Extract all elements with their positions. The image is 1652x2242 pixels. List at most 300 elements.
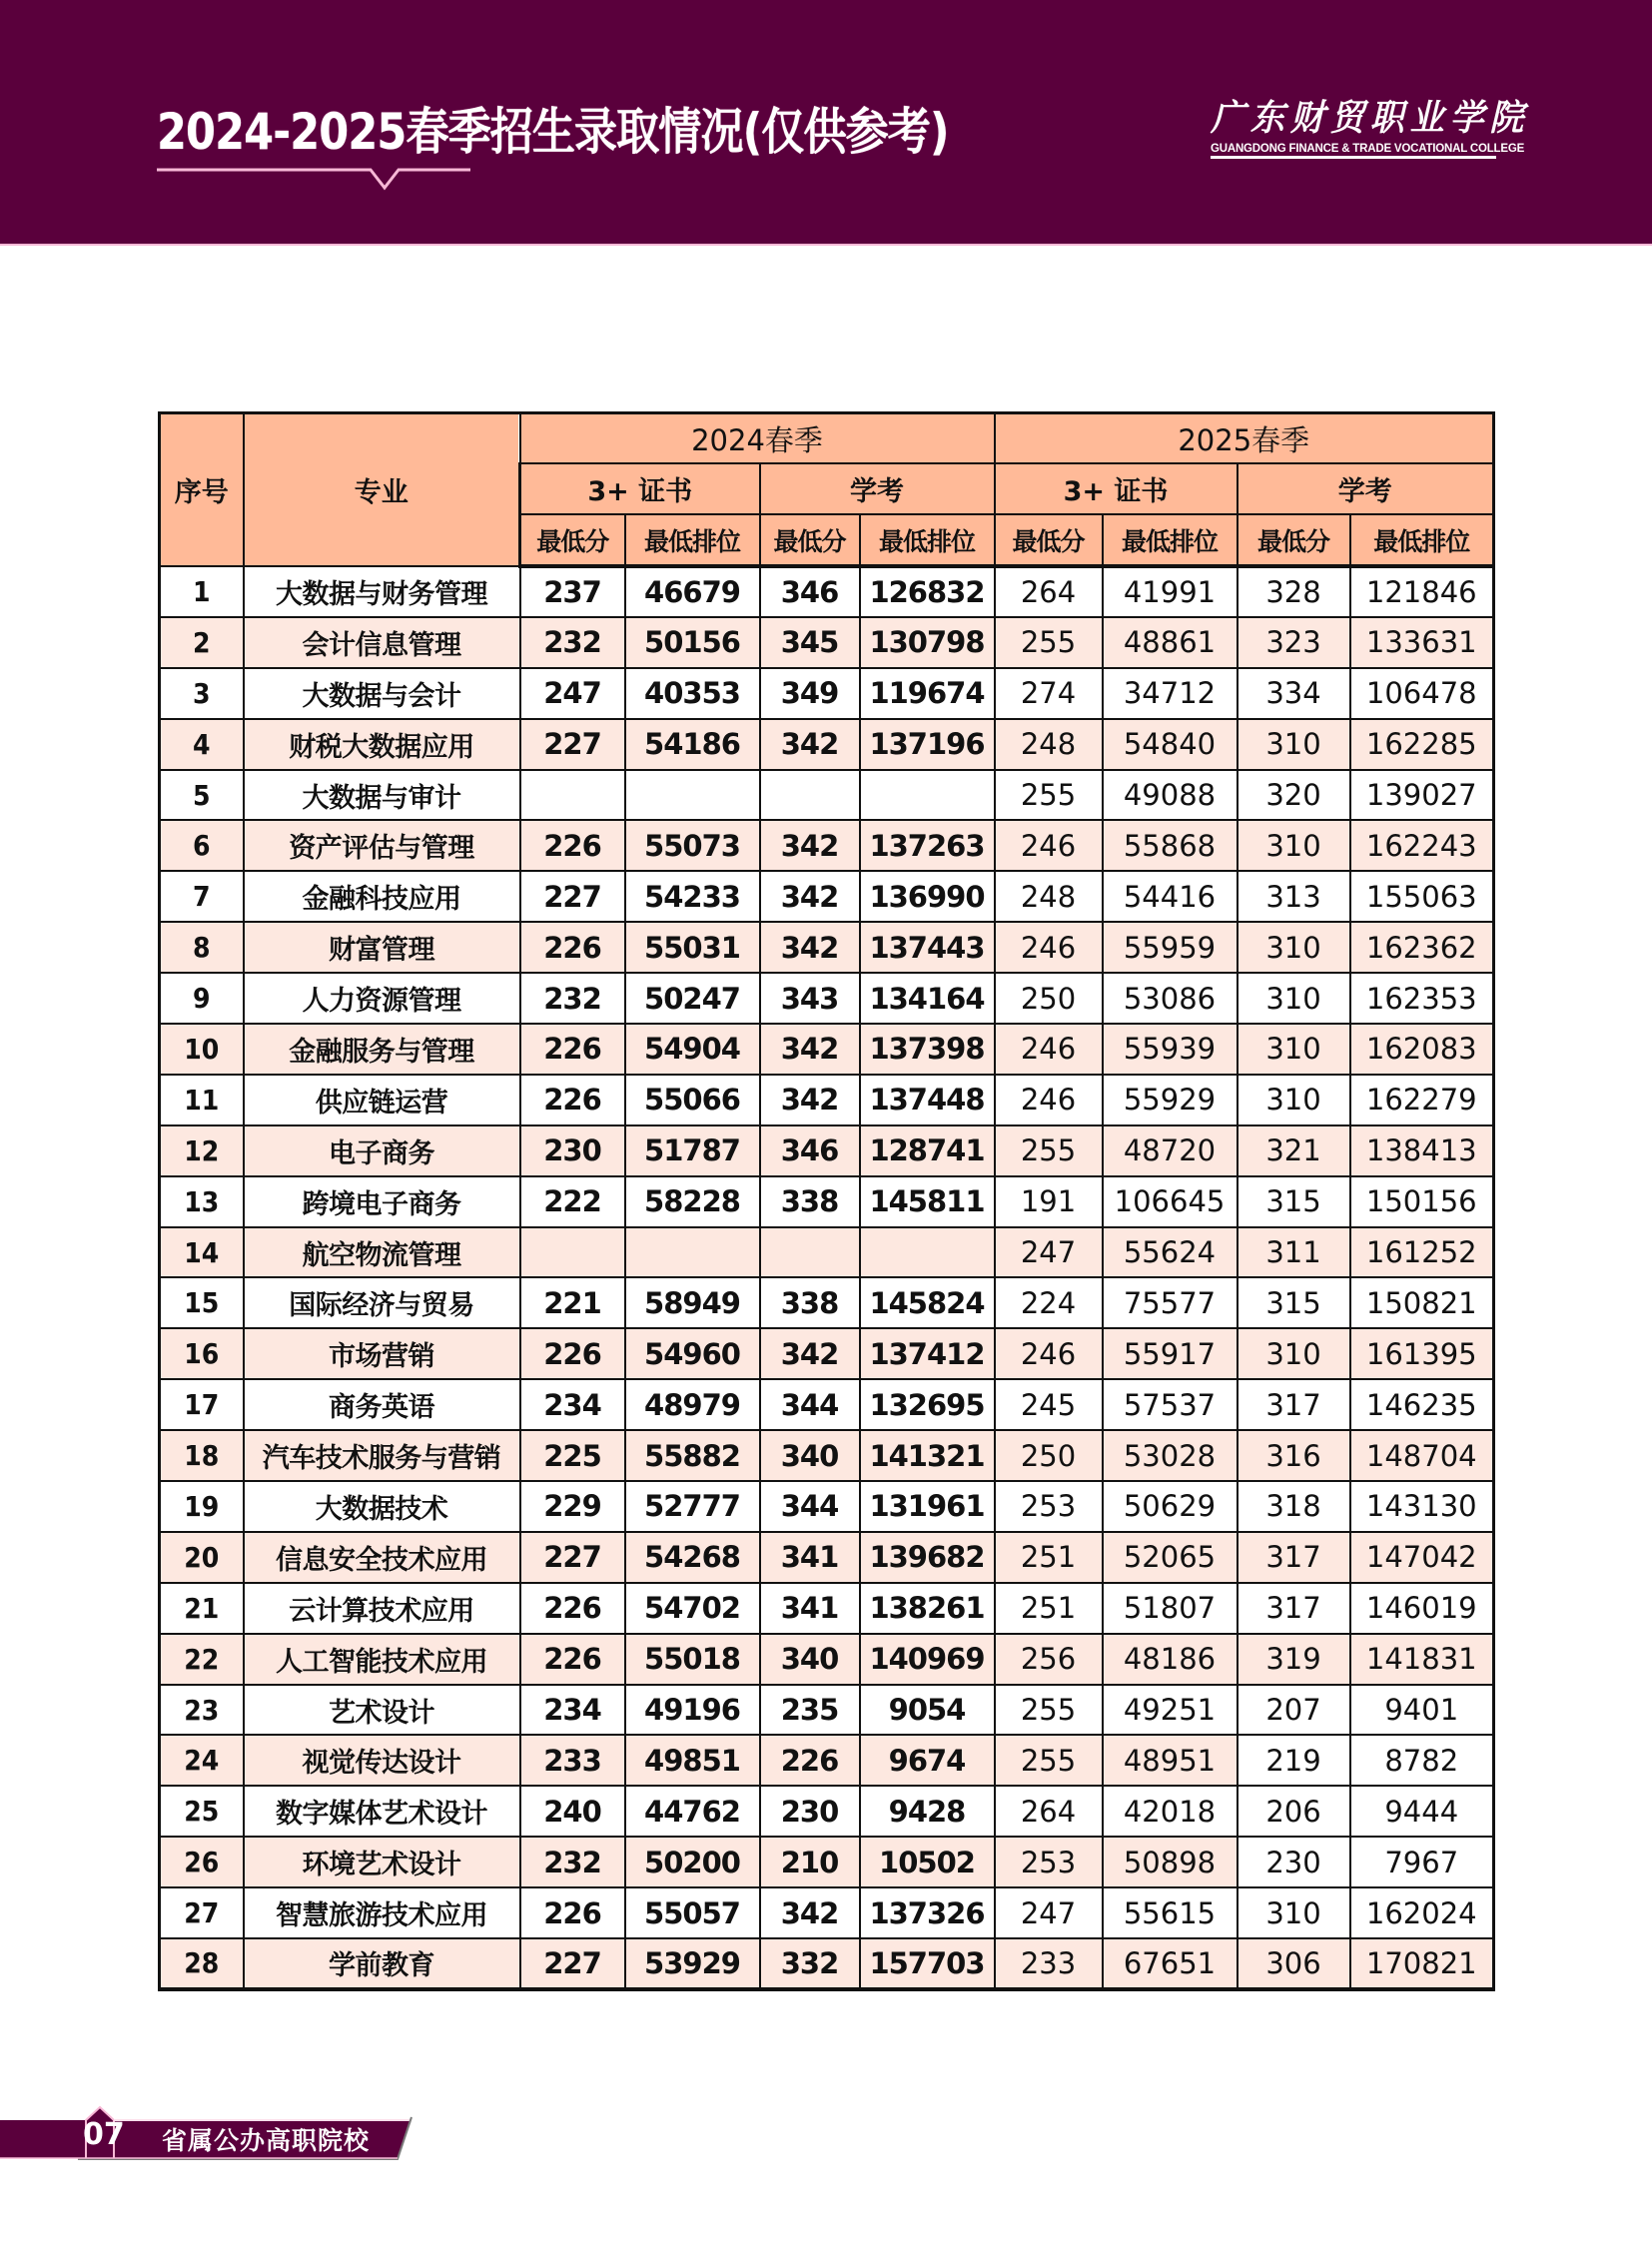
cell-2024-cert-min-score: 226 bbox=[520, 1634, 625, 1685]
cell-2025-cert-min-score: 233 bbox=[995, 1938, 1103, 1989]
cell-2025-xuekao-min-rank: 133631 bbox=[1350, 617, 1494, 668]
cell-2024-cert-min-rank: 58949 bbox=[625, 1277, 760, 1328]
cell-2024-cert-min-rank: 46679 bbox=[625, 566, 760, 617]
cell-2024-cert-min-score bbox=[520, 770, 625, 821]
cell-2025-xuekao-min-score: 219 bbox=[1238, 1735, 1350, 1786]
table-row bbox=[160, 1837, 1494, 1887]
cell-2025-xuekao-min-score: 310 bbox=[1238, 973, 1350, 1024]
cell-2025-xuekao-min-rank: 121846 bbox=[1350, 566, 1494, 617]
cell-2024-xuekao-min-score: 341 bbox=[760, 1583, 860, 1634]
cell-2024-cert-min-score: 225 bbox=[520, 1430, 625, 1481]
cell-2024-xuekao-min-score: 342 bbox=[760, 820, 860, 871]
cell-2025-cert-min-rank: 49088 bbox=[1103, 770, 1238, 821]
cell-2025-cert-min-rank: 42018 bbox=[1103, 1786, 1238, 1837]
logo-chinese-name: 广东财贸职业学院 bbox=[1211, 97, 1530, 139]
cell-2025-xuekao-min-rank: 162353 bbox=[1350, 973, 1494, 1024]
cell-no: 21 bbox=[160, 1583, 244, 1634]
cell-2024-cert-min-rank: 54186 bbox=[625, 719, 760, 770]
cell-2024-xuekao-min-score: 338 bbox=[760, 1277, 860, 1328]
cell-no: 2 bbox=[160, 617, 244, 668]
cell-2025-xuekao-min-rank: 162362 bbox=[1350, 922, 1494, 973]
cell-2025-cert-min-rank: 48720 bbox=[1103, 1125, 1238, 1176]
cell-2024-cert-min-rank: 54904 bbox=[625, 1024, 760, 1075]
cell-major: 视觉传达设计 bbox=[244, 1735, 520, 1786]
header-2025-xuekao-min-rank: 最低排位 bbox=[1350, 514, 1494, 566]
page-title: 2024-2025春季招生录取情况(仅供参考) bbox=[157, 103, 949, 161]
header-no: 序号 bbox=[160, 413, 244, 567]
table-row bbox=[160, 1938, 1494, 1989]
cell-no: 5 bbox=[160, 770, 244, 821]
cell-2024-xuekao-min-score: 343 bbox=[760, 973, 860, 1024]
cell-2025-xuekao-min-score: 310 bbox=[1238, 922, 1350, 973]
cell-2025-xuekao-min-score: 316 bbox=[1238, 1430, 1350, 1481]
cell-no: 1 bbox=[160, 566, 244, 617]
cell-2025-cert-min-rank: 55959 bbox=[1103, 922, 1238, 973]
cell-2025-xuekao-min-score: 317 bbox=[1238, 1583, 1350, 1634]
cell-2025-cert-min-score: 253 bbox=[995, 1837, 1103, 1887]
footer-section-label: 省属公办高职院校 bbox=[162, 2126, 371, 2155]
cell-2025-cert-min-rank: 41991 bbox=[1103, 566, 1238, 617]
cell-no: 16 bbox=[160, 1328, 244, 1379]
cell-2024-xuekao-min-rank: 137326 bbox=[860, 1887, 995, 1938]
cell-2024-cert-min-score: 221 bbox=[520, 1277, 625, 1328]
cell-2025-xuekao-min-score: 310 bbox=[1238, 1328, 1350, 1379]
cell-2024-cert-min-rank: 53929 bbox=[625, 1938, 760, 1989]
cell-major: 商务英语 bbox=[244, 1379, 520, 1430]
header-year-2025: 2025春季 bbox=[995, 413, 1494, 464]
cell-2025-xuekao-min-score: 318 bbox=[1238, 1481, 1350, 1532]
cell-2024-cert-min-score: 229 bbox=[520, 1481, 625, 1532]
cell-2025-cert-min-rank: 55615 bbox=[1103, 1887, 1238, 1938]
cell-2025-xuekao-min-score: 207 bbox=[1238, 1685, 1350, 1736]
cell-major: 会计信息管理 bbox=[244, 617, 520, 668]
cell-2024-xuekao-min-score bbox=[760, 770, 860, 821]
cell-2024-cert-min-score: 226 bbox=[520, 1075, 625, 1125]
cell-2024-cert-min-rank: 48979 bbox=[625, 1379, 760, 1430]
cell-2024-xuekao-min-score: 226 bbox=[760, 1735, 860, 1786]
cell-2024-cert-min-rank: 54233 bbox=[625, 871, 760, 922]
cell-major: 市场营销 bbox=[244, 1328, 520, 1379]
cell-2025-cert-min-rank: 34712 bbox=[1103, 668, 1238, 719]
cell-2024-xuekao-min-score: 349 bbox=[760, 668, 860, 719]
cell-2025-cert-min-rank: 48951 bbox=[1103, 1735, 1238, 1786]
cell-2025-xuekao-min-rank: 162024 bbox=[1350, 1887, 1494, 1938]
header-2025-xuekao-min-score: 最低分 bbox=[1238, 514, 1350, 566]
cell-major: 金融服务与管理 bbox=[244, 1024, 520, 1075]
cell-2024-xuekao-min-rank: 136990 bbox=[860, 871, 995, 922]
header-2024-xuekao: 学考 bbox=[760, 463, 995, 514]
cell-2025-xuekao-min-score: 317 bbox=[1238, 1532, 1350, 1583]
cell-2025-cert-min-score: 253 bbox=[995, 1481, 1103, 1532]
cell-2025-xuekao-min-score: 311 bbox=[1238, 1227, 1350, 1278]
cell-2025-xuekao-min-rank: 155063 bbox=[1350, 871, 1494, 922]
cell-2025-cert-min-rank: 57537 bbox=[1103, 1379, 1238, 1430]
cell-2024-xuekao-min-rank: 137443 bbox=[860, 922, 995, 973]
cell-2024-cert-min-rank: 54960 bbox=[625, 1328, 760, 1379]
cell-2025-cert-min-score: 255 bbox=[995, 1685, 1103, 1736]
cell-2024-cert-min-score: 226 bbox=[520, 1024, 625, 1075]
header-2024-xuekao-min-rank: 最低排位 bbox=[860, 514, 995, 566]
cell-no: 4 bbox=[160, 719, 244, 770]
cell-2024-cert-min-rank: 49851 bbox=[625, 1735, 760, 1786]
cell-2025-cert-min-rank: 54416 bbox=[1103, 871, 1238, 922]
cell-2025-cert-min-score: 224 bbox=[995, 1277, 1103, 1328]
cell-2025-xuekao-min-rank: 7967 bbox=[1350, 1837, 1494, 1887]
cell-2024-cert-min-rank bbox=[625, 770, 760, 821]
cell-2024-xuekao-min-rank: 9054 bbox=[860, 1685, 995, 1736]
cell-2025-xuekao-min-rank: 141831 bbox=[1350, 1634, 1494, 1685]
cell-2024-cert-min-score: 227 bbox=[520, 1532, 625, 1583]
cell-major: 数字媒体艺术设计 bbox=[244, 1786, 520, 1837]
cell-2025-xuekao-min-rank: 106478 bbox=[1350, 668, 1494, 719]
header-2024-xuekao-min-score: 最低分 bbox=[760, 514, 860, 566]
cell-2024-cert-min-rank: 50200 bbox=[625, 1837, 760, 1887]
table-row bbox=[160, 1481, 1494, 1532]
cell-2024-xuekao-min-score: 342 bbox=[760, 922, 860, 973]
cell-2025-xuekao-min-score: 310 bbox=[1238, 1024, 1350, 1075]
cell-2025-cert-min-rank: 55917 bbox=[1103, 1328, 1238, 1379]
cell-2025-cert-min-score: 246 bbox=[995, 1075, 1103, 1125]
table-row bbox=[160, 973, 1494, 1024]
cell-no: 8 bbox=[160, 922, 244, 973]
cell-2025-cert-min-score: 255 bbox=[995, 617, 1103, 668]
cell-2025-xuekao-min-rank: 161252 bbox=[1350, 1227, 1494, 1278]
cell-2024-xuekao-min-rank: 126832 bbox=[860, 566, 995, 617]
cell-2025-xuekao-min-score: 313 bbox=[1238, 871, 1350, 922]
cell-2025-xuekao-min-rank: 146235 bbox=[1350, 1379, 1494, 1430]
header-2024-cert: 3+ 证书 bbox=[520, 463, 760, 514]
cell-2024-cert-min-score: 240 bbox=[520, 1786, 625, 1837]
cell-2024-xuekao-min-rank: 140969 bbox=[860, 1634, 995, 1685]
table-row bbox=[160, 1583, 1494, 1634]
cell-2024-xuekao-min-rank: 131961 bbox=[860, 1481, 995, 1532]
cell-2025-cert-min-score: 264 bbox=[995, 1786, 1103, 1837]
table-body bbox=[160, 566, 1494, 1989]
cell-2024-cert-min-rank: 55073 bbox=[625, 820, 760, 871]
cell-no: 23 bbox=[160, 1685, 244, 1736]
cell-2025-xuekao-min-rank: 8782 bbox=[1350, 1735, 1494, 1786]
cell-2025-xuekao-min-rank: 162285 bbox=[1350, 719, 1494, 770]
cell-2025-xuekao-min-score: 317 bbox=[1238, 1379, 1350, 1430]
cell-major: 电子商务 bbox=[244, 1125, 520, 1176]
cell-2024-xuekao-min-rank: 137448 bbox=[860, 1075, 995, 1125]
cell-2024-cert-min-score: 232 bbox=[520, 1837, 625, 1887]
cell-2024-xuekao-min-rank: 119674 bbox=[860, 668, 995, 719]
cell-2024-xuekao-min-score: 332 bbox=[760, 1938, 860, 1989]
cell-major: 财富管理 bbox=[244, 922, 520, 973]
cell-2024-xuekao-min-score: 342 bbox=[760, 1024, 860, 1075]
cell-2024-xuekao-min-score: 342 bbox=[760, 719, 860, 770]
cell-2025-cert-min-score: 246 bbox=[995, 1024, 1103, 1075]
cell-2025-cert-min-rank: 53028 bbox=[1103, 1430, 1238, 1481]
header-year-2024: 2024春季 bbox=[520, 413, 995, 464]
cell-2024-xuekao-min-rank: 157703 bbox=[860, 1938, 995, 1989]
cell-2024-cert-min-score: 226 bbox=[520, 922, 625, 973]
cell-2025-cert-min-rank: 55868 bbox=[1103, 820, 1238, 871]
cell-2025-cert-min-rank: 106645 bbox=[1103, 1176, 1238, 1227]
cell-2024-xuekao-min-rank: 132695 bbox=[860, 1379, 995, 1430]
table-row bbox=[160, 1735, 1494, 1786]
table-row bbox=[160, 566, 1494, 617]
cell-2025-cert-min-score: 248 bbox=[995, 871, 1103, 922]
cell-2024-cert-min-score: 227 bbox=[520, 871, 625, 922]
cell-no: 10 bbox=[160, 1024, 244, 1075]
cell-no: 6 bbox=[160, 820, 244, 871]
cell-2025-cert-min-rank: 54840 bbox=[1103, 719, 1238, 770]
cell-2025-xuekao-min-rank: 139027 bbox=[1350, 770, 1494, 821]
cell-2024-cert-min-score: 234 bbox=[520, 1379, 625, 1430]
cell-2025-cert-min-rank: 75577 bbox=[1103, 1277, 1238, 1328]
cell-2025-xuekao-min-rank: 150156 bbox=[1350, 1176, 1494, 1227]
cell-2025-xuekao-min-rank: 150821 bbox=[1350, 1277, 1494, 1328]
cell-major: 智慧旅游技术应用 bbox=[244, 1887, 520, 1938]
page-number: 07 bbox=[83, 2117, 125, 2152]
cell-2024-cert-min-rank: 50156 bbox=[625, 617, 760, 668]
cell-no: 13 bbox=[160, 1176, 244, 1227]
cell-2024-cert-min-score: 226 bbox=[520, 1887, 625, 1938]
table-row bbox=[160, 1024, 1494, 1075]
table-row bbox=[160, 1634, 1494, 1685]
table-row bbox=[160, 1176, 1494, 1227]
header-major: 专业 bbox=[244, 413, 520, 567]
cell-2025-cert-min-rank: 50898 bbox=[1103, 1837, 1238, 1887]
cell-major: 云计算技术应用 bbox=[244, 1583, 520, 1634]
cell-2024-cert-min-rank bbox=[625, 1227, 760, 1278]
cell-2025-cert-min-rank: 48186 bbox=[1103, 1634, 1238, 1685]
cell-2024-xuekao-min-rank: 137196 bbox=[860, 719, 995, 770]
cell-2025-cert-min-rank: 55939 bbox=[1103, 1024, 1238, 1075]
cell-2024-xuekao-min-score: 346 bbox=[760, 566, 860, 617]
cell-2025-cert-min-score: 247 bbox=[995, 1227, 1103, 1278]
cell-2025-xuekao-min-score: 319 bbox=[1238, 1634, 1350, 1685]
cell-2025-xuekao-min-score: 310 bbox=[1238, 1075, 1350, 1125]
cell-2024-cert-min-rank: 58228 bbox=[625, 1176, 760, 1227]
cell-2025-xuekao-min-score: 320 bbox=[1238, 770, 1350, 821]
cell-no: 7 bbox=[160, 871, 244, 922]
cell-major: 财税大数据应用 bbox=[244, 719, 520, 770]
cell-2024-xuekao-min-rank: 139682 bbox=[860, 1532, 995, 1583]
cell-2024-xuekao-min-rank: 130798 bbox=[860, 617, 995, 668]
table-row bbox=[160, 871, 1494, 922]
cell-2024-cert-min-score: 233 bbox=[520, 1735, 625, 1786]
cell-2025-cert-min-score: 250 bbox=[995, 1430, 1103, 1481]
cell-no: 22 bbox=[160, 1634, 244, 1685]
cell-2024-xuekao-min-rank: 141321 bbox=[860, 1430, 995, 1481]
cell-major: 环境艺术设计 bbox=[244, 1837, 520, 1887]
cell-no: 3 bbox=[160, 668, 244, 719]
table-row bbox=[160, 770, 1494, 821]
cell-2024-cert-min-score: 232 bbox=[520, 973, 625, 1024]
header-2025-cert-min-rank: 最低排位 bbox=[1103, 514, 1238, 566]
cell-2024-xuekao-min-score: 340 bbox=[760, 1430, 860, 1481]
cell-major: 大数据与财务管理 bbox=[244, 566, 520, 617]
cell-2025-cert-min-rank: 55929 bbox=[1103, 1075, 1238, 1125]
table-row bbox=[160, 617, 1494, 668]
cell-2025-xuekao-min-score: 323 bbox=[1238, 617, 1350, 668]
cell-2025-cert-min-score: 256 bbox=[995, 1634, 1103, 1685]
cell-2024-xuekao-min-score: 344 bbox=[760, 1379, 860, 1430]
cell-2025-cert-min-score: 251 bbox=[995, 1583, 1103, 1634]
header-2024-cert-min-score: 最低分 bbox=[520, 514, 625, 566]
cell-no: 12 bbox=[160, 1125, 244, 1176]
cell-2024-xuekao-min-rank: 138261 bbox=[860, 1583, 995, 1634]
cell-2024-xuekao-min-score: 342 bbox=[760, 1075, 860, 1125]
cell-2024-xuekao-min-score: 210 bbox=[760, 1837, 860, 1887]
cell-no: 19 bbox=[160, 1481, 244, 1532]
cell-2024-xuekao-min-score: 341 bbox=[760, 1532, 860, 1583]
cell-2025-cert-min-rank: 55624 bbox=[1103, 1227, 1238, 1278]
cell-2024-xuekao-min-score: 235 bbox=[760, 1685, 860, 1736]
cell-2024-cert-min-rank: 55882 bbox=[625, 1430, 760, 1481]
cell-2024-cert-min-score: 237 bbox=[520, 566, 625, 617]
table-row bbox=[160, 1277, 1494, 1328]
cell-2025-cert-min-score: 255 bbox=[995, 1735, 1103, 1786]
cell-2024-cert-min-rank: 55031 bbox=[625, 922, 760, 973]
cell-2025-xuekao-min-rank: 148704 bbox=[1350, 1430, 1494, 1481]
table-row bbox=[160, 1328, 1494, 1379]
cell-2024-xuekao-min-score: 338 bbox=[760, 1176, 860, 1227]
cell-2025-cert-min-rank: 49251 bbox=[1103, 1685, 1238, 1736]
cell-2024-cert-min-score: 226 bbox=[520, 1328, 625, 1379]
cell-2025-xuekao-min-score: 328 bbox=[1238, 566, 1350, 617]
cell-2024-cert-min-score: 227 bbox=[520, 1938, 625, 1989]
table-row bbox=[160, 668, 1494, 719]
table-row bbox=[160, 1685, 1494, 1736]
cell-2025-xuekao-min-rank: 146019 bbox=[1350, 1583, 1494, 1634]
cell-2025-cert-min-score: 251 bbox=[995, 1532, 1103, 1583]
college-logo bbox=[1211, 90, 1530, 159]
cell-2025-cert-min-rank: 51807 bbox=[1103, 1583, 1238, 1634]
table-row bbox=[160, 1786, 1494, 1837]
cell-2025-cert-min-score: 245 bbox=[995, 1379, 1103, 1430]
cell-2024-xuekao-min-rank bbox=[860, 1227, 995, 1278]
cell-2024-cert-min-rank: 40353 bbox=[625, 668, 760, 719]
table-row bbox=[160, 1887, 1494, 1938]
table-row bbox=[160, 1379, 1494, 1430]
table-row bbox=[160, 1532, 1494, 1583]
cell-2025-xuekao-min-score: 310 bbox=[1238, 820, 1350, 871]
cell-2025-xuekao-min-score: 206 bbox=[1238, 1786, 1350, 1837]
cell-major: 资产评估与管理 bbox=[244, 820, 520, 871]
cell-2025-xuekao-min-rank: 9401 bbox=[1350, 1685, 1494, 1736]
cell-2024-xuekao-min-rank: 9428 bbox=[860, 1786, 995, 1837]
cell-2025-xuekao-min-rank: 161395 bbox=[1350, 1328, 1494, 1379]
cell-2024-cert-min-score: 227 bbox=[520, 719, 625, 770]
cell-2025-cert-min-score: 246 bbox=[995, 922, 1103, 973]
cell-2024-xuekao-min-rank: 137263 bbox=[860, 820, 995, 871]
cell-2024-xuekao-min-rank: 10502 bbox=[860, 1837, 995, 1887]
cell-2025-cert-min-rank: 67651 bbox=[1103, 1938, 1238, 1989]
cell-no: 17 bbox=[160, 1379, 244, 1430]
cell-2024-cert-min-rank: 50247 bbox=[625, 973, 760, 1024]
cell-2024-cert-min-score: 230 bbox=[520, 1125, 625, 1176]
cell-no: 26 bbox=[160, 1837, 244, 1887]
header-2025-cert: 3+ 证书 bbox=[995, 463, 1238, 514]
cell-2025-xuekao-min-score: 306 bbox=[1238, 1938, 1350, 1989]
cell-2025-xuekao-min-rank: 9444 bbox=[1350, 1786, 1494, 1837]
cell-2025-xuekao-min-rank: 143130 bbox=[1350, 1481, 1494, 1532]
cell-2024-xuekao-min-rank bbox=[860, 770, 995, 821]
cell-2024-xuekao-min-score: 342 bbox=[760, 1887, 860, 1938]
title-underline-decoration bbox=[155, 164, 474, 196]
cell-2024-cert-min-score: 226 bbox=[520, 820, 625, 871]
cell-2025-cert-min-rank: 53086 bbox=[1103, 973, 1238, 1024]
cell-2025-xuekao-min-score: 310 bbox=[1238, 1887, 1350, 1938]
cell-2024-xuekao-min-rank: 128741 bbox=[860, 1125, 995, 1176]
table-row bbox=[160, 1125, 1494, 1176]
cell-2025-cert-min-score: 274 bbox=[995, 668, 1103, 719]
cell-2025-cert-min-score: 247 bbox=[995, 1887, 1103, 1938]
cell-no: 9 bbox=[160, 973, 244, 1024]
cell-2024-cert-min-rank: 52777 bbox=[625, 1481, 760, 1532]
cell-major: 艺术设计 bbox=[244, 1685, 520, 1736]
header-2025-xuekao: 学考 bbox=[1238, 463, 1494, 514]
cell-major: 金融科技应用 bbox=[244, 871, 520, 922]
cell-major: 大数据与审计 bbox=[244, 770, 520, 821]
cell-2024-cert-min-score: 247 bbox=[520, 668, 625, 719]
cell-major: 跨境电子商务 bbox=[244, 1176, 520, 1227]
cell-2024-xuekao-min-score: 342 bbox=[760, 1328, 860, 1379]
cell-2024-xuekao-min-rank: 137412 bbox=[860, 1328, 995, 1379]
cell-2024-xuekao-min-score: 340 bbox=[760, 1634, 860, 1685]
cell-2025-xuekao-min-rank: 162279 bbox=[1350, 1075, 1494, 1125]
logo-english-name: GUANGDONG FINANCE & TRADE VOCATIONAL COLLEGE bbox=[1211, 143, 1496, 159]
cell-no: 15 bbox=[160, 1277, 244, 1328]
cell-2025-xuekao-min-rank: 147042 bbox=[1350, 1532, 1494, 1583]
table-row bbox=[160, 820, 1494, 871]
cell-2025-xuekao-min-score: 321 bbox=[1238, 1125, 1350, 1176]
cell-2024-xuekao-min-score: 345 bbox=[760, 617, 860, 668]
cell-major: 信息安全技术应用 bbox=[244, 1532, 520, 1583]
admission-table bbox=[158, 411, 1495, 1991]
table-row bbox=[160, 922, 1494, 973]
cell-2025-xuekao-min-rank: 138413 bbox=[1350, 1125, 1494, 1176]
cell-no: 28 bbox=[160, 1938, 244, 1989]
cell-2024-xuekao-min-score: 344 bbox=[760, 1481, 860, 1532]
cell-2025-cert-min-score: 250 bbox=[995, 973, 1103, 1024]
cell-2025-xuekao-min-score: 315 bbox=[1238, 1176, 1350, 1227]
cell-major: 大数据与会计 bbox=[244, 668, 520, 719]
cell-no: 25 bbox=[160, 1786, 244, 1837]
cell-2024-xuekao-min-rank: 145824 bbox=[860, 1277, 995, 1328]
cell-2024-xuekao-min-score: 342 bbox=[760, 871, 860, 922]
cell-major: 学前教育 bbox=[244, 1938, 520, 1989]
cell-2025-cert-min-score: 264 bbox=[995, 566, 1103, 617]
cell-no: 14 bbox=[160, 1227, 244, 1278]
cell-no: 27 bbox=[160, 1887, 244, 1938]
cell-2025-xuekao-min-score: 315 bbox=[1238, 1277, 1350, 1328]
cell-2024-cert-min-rank: 55066 bbox=[625, 1075, 760, 1125]
cell-no: 11 bbox=[160, 1075, 244, 1125]
cell-2024-cert-min-rank: 51787 bbox=[625, 1125, 760, 1176]
cell-2025-xuekao-min-score: 310 bbox=[1238, 719, 1350, 770]
cell-2025-cert-min-score: 255 bbox=[995, 1125, 1103, 1176]
cell-2025-xuekao-min-score: 230 bbox=[1238, 1837, 1350, 1887]
cell-2024-cert-min-score: 234 bbox=[520, 1685, 625, 1736]
cell-2024-cert-min-score: 222 bbox=[520, 1176, 625, 1227]
cell-major: 人力资源管理 bbox=[244, 973, 520, 1024]
cell-2024-xuekao-min-rank: 137398 bbox=[860, 1024, 995, 1075]
cell-2024-cert-min-score: 226 bbox=[520, 1583, 625, 1634]
cell-major: 国际经济与贸易 bbox=[244, 1277, 520, 1328]
cell-major: 航空物流管理 bbox=[244, 1227, 520, 1278]
cell-2025-cert-min-rank: 48861 bbox=[1103, 617, 1238, 668]
cell-2024-cert-min-rank: 49196 bbox=[625, 1685, 760, 1736]
cell-no: 20 bbox=[160, 1532, 244, 1583]
cell-2024-xuekao-min-score: 230 bbox=[760, 1786, 860, 1837]
cell-2025-cert-min-rank: 52065 bbox=[1103, 1532, 1238, 1583]
cell-no: 18 bbox=[160, 1430, 244, 1481]
